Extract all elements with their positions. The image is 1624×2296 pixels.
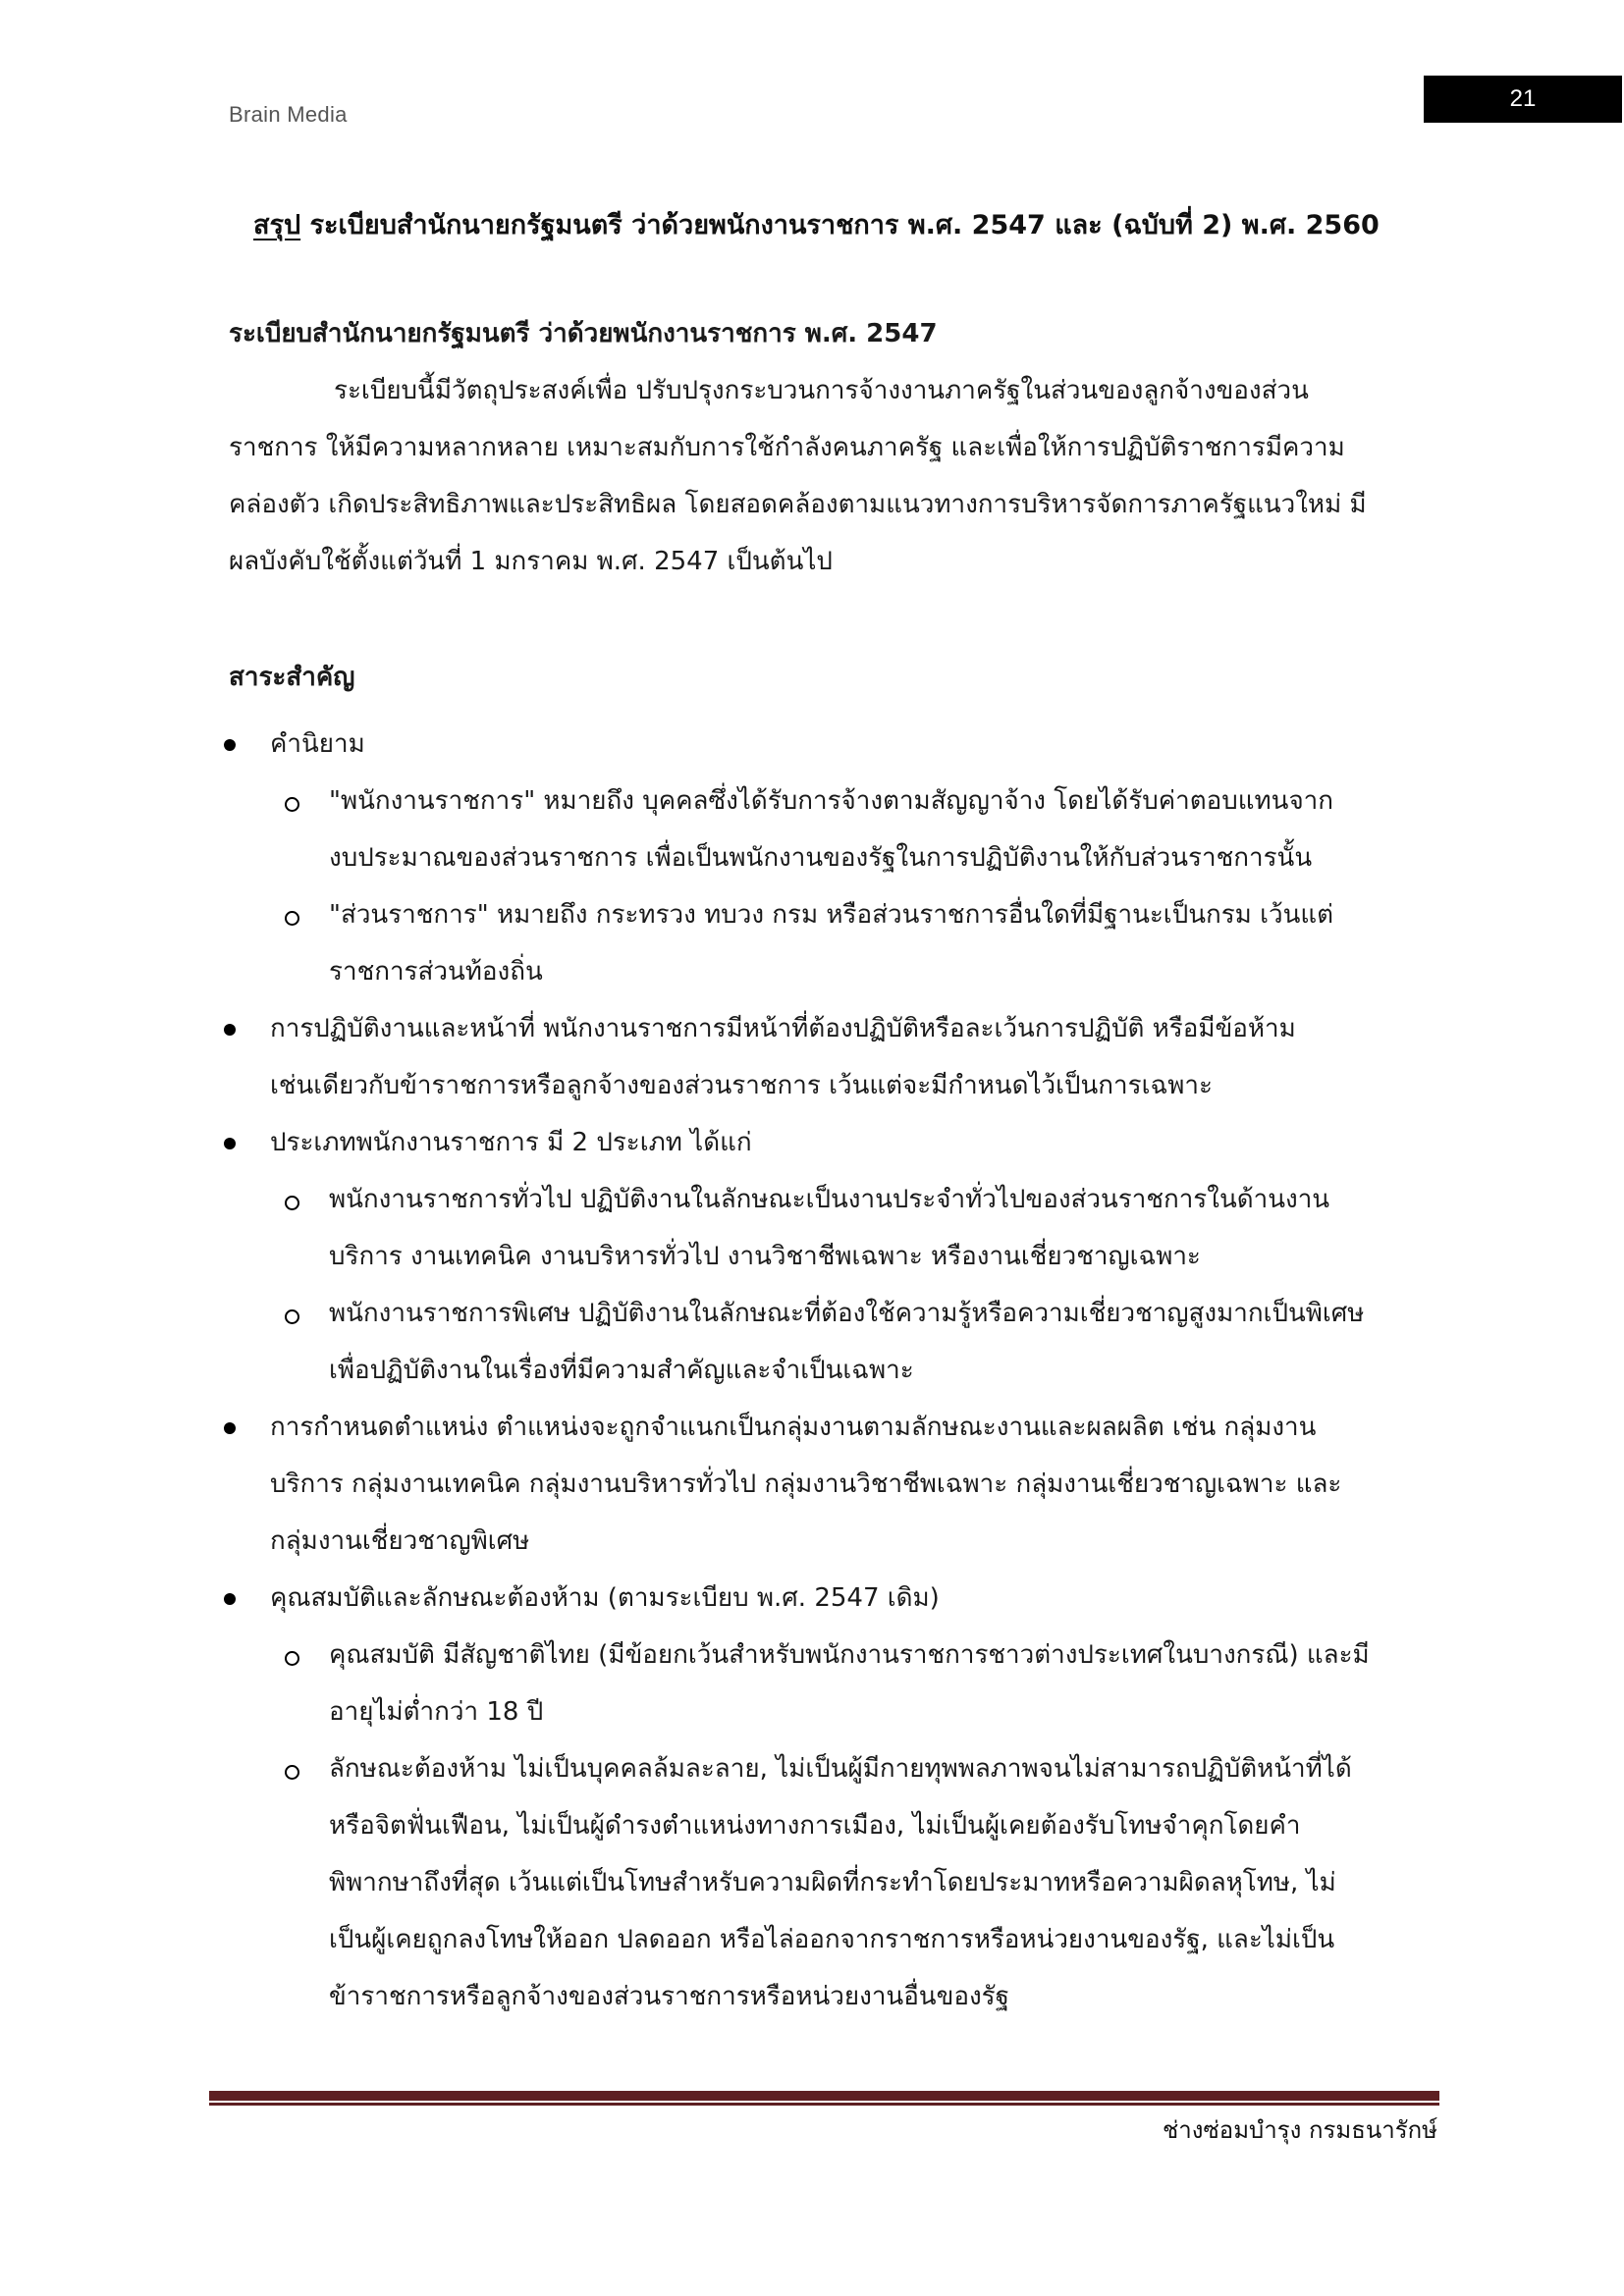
page-number: 21 xyxy=(1509,85,1537,112)
title-text: ระเบียบสำนักนายกรัฐมนตรี ว่าด้วยพนักงานราชการ พ.ศ. 2547 และ (ฉบับที่ 2) พ.ศ. 2560 xyxy=(300,210,1380,240)
bullet-circle-icon xyxy=(285,911,299,926)
sub-list-item: พนักงานราชการทั่วไป ปฏิบัติงานในลักษณะเป็นงานประจำทั่วไปของส่วนราชการในด้านงาน xyxy=(329,1185,1330,1214)
list-item: คุณสมบัติและลักษณะต้องห้าม (ตามระเบียบ พ.ศ. 2547 เดิม) xyxy=(270,1583,940,1613)
sub-list-item-cont: หรือจิตฟั่นเฟือน, ไม่เป็นผู้ดำรงตำแหน่งทางการเมือง, ไม่เป็นผู้เคยต้องรับโทษจำคุกโดยคำ xyxy=(329,1811,1301,1841)
document-title xyxy=(253,203,1380,245)
header-brand: Brain Media xyxy=(229,102,348,127)
list-item-cont: กลุ่มงานเชี่ยวชาญพิเศษ xyxy=(270,1526,530,1556)
list-item: การกำหนดตำแหน่ง ตำแหน่งจะถูกจำแนกเป็นกลุ่มงานตามลักษณะงานและผลผลิต เช่น กลุ่มงาน xyxy=(270,1413,1317,1442)
bullet-dot-icon xyxy=(224,1138,236,1149)
sub-list-item-cont: อายุไม่ต่ำกว่า 18 ปี xyxy=(329,1697,544,1727)
bullet-dot-icon xyxy=(224,739,236,751)
paragraph-line: คล่องตัว เกิดประสิทธิภาพและประสิทธิผล โดยสอดคล้องตามแนวทางการบริหารจัดการภาครัฐแนวใหม่ มี xyxy=(229,490,1367,519)
list-item-cont: บริการ กลุ่มงานเทคนิค กลุ่มงานบริหารทั่วไป กลุ่มงานวิชาชีพเฉพาะ กลุ่มงานเชี่ยวชาญเฉพาะ และ xyxy=(270,1469,1342,1499)
list-item-cont: เช่นเดียวกับข้าราชการหรือลูกจ้างของส่วนราชการ เว้นแต่จะมีกำหนดไว้เป็นการเฉพาะ xyxy=(270,1071,1213,1100)
bullet-circle-icon xyxy=(285,1651,299,1666)
bullet-dot-icon xyxy=(224,1422,236,1434)
bullet-circle-icon xyxy=(285,1196,299,1210)
bullet-dot-icon xyxy=(224,1024,236,1036)
list-item: ประเภทพนักงานราชการ มี 2 ประเภท ได้แก่ xyxy=(270,1128,752,1157)
title-prefix: สรุป xyxy=(253,210,301,240)
sub-list-item-cont: ข้าราชการหรือลูกจ้างของส่วนราชการหรือหน่วยงานอื่นของรัฐ xyxy=(329,1982,1009,2011)
sub-list-item-cont: ราชการส่วนท้องถิ่น xyxy=(329,957,543,987)
sub-list-item: พนักงานราชการพิเศษ ปฏิบัติงานในลักษณะที่ต้องใช้ความรู้หรือความเชี่ยวชาญสูงมากเป็นพิเศษ xyxy=(329,1299,1365,1328)
footer-rule-thin xyxy=(209,2103,1439,2106)
section-heading-regulation: ระเบียบสำนักนายกรัฐมนตรี ว่าด้วยพนักงานราชการ พ.ศ. 2547 xyxy=(229,319,938,348)
bullet-circle-icon xyxy=(285,1765,299,1780)
paragraph-line: ราชการ ให้มีความหลากหลาย เหมาะสมกับการใช้กำลังคนภาครัฐ และเพื่อให้การปฏิบัติราชการมีความ xyxy=(229,433,1345,462)
sub-list-item: "พนักงานราชการ" หมายถึง บุคคลซึ่งได้รับการจ้างตามสัญญาจ้าง โดยได้รับค่าตอบแทนจาก xyxy=(329,786,1334,816)
sub-list-item-cont: เพื่อปฏิบัติงานในเรื่องที่มีความสำคัญและจำเป็นเฉพาะ xyxy=(329,1356,914,1385)
sub-list-item-cont: งบประมาณของส่วนราชการ เพื่อเป็นพนักงานของรัฐในการปฏิบัติงานให้กับส่วนราชการนั้น xyxy=(329,843,1313,873)
list-item: คำนิยาม xyxy=(270,729,365,759)
footer-rule-thick xyxy=(209,2091,1439,2101)
paragraph-line: ระเบียบนี้มีวัตถุประสงค์เพื่อ ปรับปรุงกระบวนการจ้างงานภาครัฐในส่วนของลูกจ้างของส่วน xyxy=(334,376,1309,405)
sub-list-item: "ส่วนราชการ" หมายถึง กระทรวง ทบวง กรม หรือส่วนราชการอื่นใดที่มีฐานะเป็นกรม เว้นแต่ xyxy=(329,900,1333,930)
paragraph-line: ผลบังคับใช้ตั้งแต่วันที่ 1 มกราคม พ.ศ. 2547 เป็นต้นไป xyxy=(229,547,833,576)
bullet-circle-icon xyxy=(285,1309,299,1324)
sub-list-item-cont: บริการ งานเทคนิค งานบริหารทั่วไป งานวิชาชีพเฉพาะ หรืองานเชี่ยวชาญเฉพาะ xyxy=(329,1242,1201,1271)
footer-author: ช่างซ่อมบำรุง กรมธนารักษ์ xyxy=(1163,2116,1437,2144)
sub-list-item-cont: พิพากษาถึงที่สุด เว้นแต่เป็นโทษสำหรับความผิดที่กระทำโดยประมาทหรือความผิดลหุโทษ, ไม่ xyxy=(329,1868,1336,1897)
page-number-badge xyxy=(1424,76,1622,123)
section-heading-key-points: สาระสำคัญ xyxy=(229,663,355,692)
sub-list-item-cont: เป็นผู้เคยถูกลงโทษให้ออก ปลดออก หรือไล่ออกจากราชการหรือหน่วยงานของรัฐ, และไม่เป็น xyxy=(329,1925,1335,1954)
sub-list-item: ลักษณะต้องห้าม ไม่เป็นบุคคลล้มละลาย, ไม่เป็นผู้มีกายทุพพลภาพจนไม่สามารถปฏิบัติหน้าที่ได้ xyxy=(329,1754,1352,1784)
list-item: การปฏิบัติงานและหน้าที่ พนักงานราชการมีหน้าที่ต้องปฏิบัติหรือละเว้นการปฏิบัติ หรือมีข้อห้าม xyxy=(270,1014,1296,1043)
sub-list-item: คุณสมบัติ มีสัญชาติไทย (มีข้อยกเว้นสำหรับพนักงานราชการชาวต่างประเทศในบางกรณี) และมี xyxy=(329,1640,1370,1670)
bullet-circle-icon xyxy=(285,797,299,812)
bullet-dot-icon xyxy=(224,1593,236,1605)
